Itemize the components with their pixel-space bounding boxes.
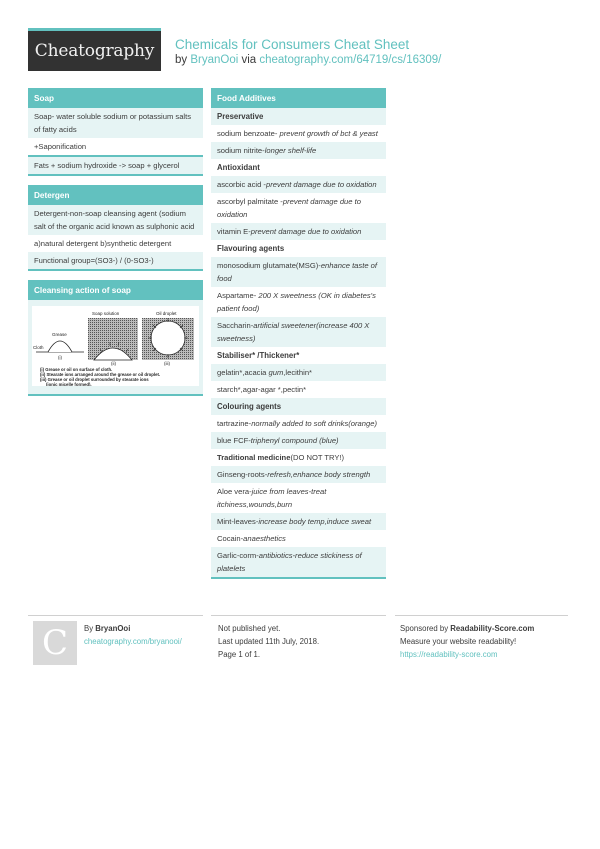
avatar[interactable] [33, 621, 77, 665]
title-block [175, 37, 441, 68]
sponsor-link[interactable]: https://readability-score.com [400, 650, 498, 659]
subheading-colouring: Colouring agents [211, 398, 386, 415]
cleansing-diagram [32, 306, 199, 386]
cleansing-diagram-container [28, 300, 203, 394]
row: ascorbic acid -prevent damage due to oxidation [211, 176, 386, 193]
label-iii: (iii) [164, 361, 170, 366]
sheet-url-link[interactable]: cheatography.com/64719/cs/16309/ [259, 54, 442, 66]
last-updated: Last updated 11th July, 2018. [218, 637, 320, 646]
row: Saccharin-artificial sweetener(increase 400 X sweetness) [211, 317, 386, 347]
label-cloth: Cloth [33, 345, 44, 350]
published-status: Not published yet. [218, 624, 281, 633]
section-title: Cleansing action of soap [28, 280, 203, 300]
row: monosodium glutamate(MSG)-enhance taste of food [211, 257, 386, 287]
section-title: Detergen [28, 185, 203, 205]
row: gelatin*,acacia gum,lecithin* [211, 364, 386, 381]
row: a)natural detergent b)synthetic detergent [34, 239, 172, 248]
section-title: Food Additives [211, 88, 386, 108]
by-prefix: by [175, 54, 191, 66]
section-soap [28, 88, 203, 176]
page-number: Page 1 of 1. [218, 650, 261, 659]
caption-3: (iii) Grease or oil droplet surrounded by stearate ions [40, 377, 149, 382]
row: +Saponification [34, 142, 87, 151]
footer-divider [28, 615, 203, 616]
label-soap-solution: Soap solution [92, 311, 120, 316]
row: Garlic-corm-antibiotics-reduce stickiness of platelets [211, 547, 386, 577]
row: ascorbyl palmitate -prevent damage due to oxidation [217, 197, 361, 219]
section-detergen [28, 185, 203, 271]
author-profile-link[interactable]: cheatography.com/bryanooi/ [84, 637, 182, 646]
row: sodium nitrite-longer shelf-life [211, 142, 386, 159]
row: Soap- water soluble sodium or potassium salts of fatty acids [28, 108, 203, 138]
author-link[interactable]: BryanOoi [190, 54, 239, 66]
byline [175, 53, 441, 68]
row: blue FCF-triphenyl compound (blue) [211, 432, 386, 449]
avatar-letter: C [41, 623, 68, 663]
footer-divider [211, 615, 386, 616]
label-i: (i) [58, 355, 62, 360]
row: Cocain-anaesthetics [217, 534, 286, 543]
row: Aspartame- 200 X sweetness (OK in diabetes's patient food) [217, 291, 376, 313]
caption-2: (ii) Stearate ions arranged around the grease or oil droplet. [40, 372, 161, 377]
sponsor-tagline: Measure your website readability! [400, 637, 517, 646]
row: vitamin E-prevent damage due to oxidation [211, 223, 386, 240]
row: Mint-leaves-increase body temp,induce sweat [211, 513, 386, 530]
sponsor-name: Readability-Score.com [450, 624, 535, 633]
row: sodium benzoate- prevent growth of bct & yeast [217, 129, 378, 138]
row: Fats + sodium hydroxide -> soap + glycerol [28, 155, 203, 174]
logo-text: Cheatography [34, 41, 155, 61]
footer-status [218, 622, 319, 661]
column-2 [211, 88, 386, 588]
caption-4: (ionic micelle formed). [46, 382, 92, 386]
row: Detergent-non-soap cleansing agent (sodium salt of the organic acid known as sulphonic acid [28, 205, 203, 235]
subheading-antioxidant: Antioxidant [217, 163, 260, 172]
caption-1: (i) Grease or oil on surface of cloth. [40, 367, 113, 372]
row: tartrazine-normally added to soft drinks(orange) [217, 419, 377, 428]
label-ii: (ii) [111, 361, 116, 366]
footer-divider [395, 615, 568, 616]
column-1 [28, 88, 203, 405]
cheatography-logo[interactable] [28, 28, 161, 71]
row: Aloe vera-juice from leaves-treat itchiness,wounds,burn [217, 487, 327, 509]
subheading-stabiliser: Stabiliser* /Thickener* [217, 351, 300, 360]
subheading-traditional: Traditional medicine(DO NOT TRY!) [217, 453, 345, 462]
row: Functional group=(SO3-) / (0-SO3-) [28, 252, 203, 269]
footer-sponsor: Sponsored by Readability-Score.com Measure your website readability! https://readability-score.com [400, 624, 535, 659]
page-title[interactable]: Chemicals for Consumers Cheat Sheet [175, 37, 410, 52]
via-text: via [238, 54, 260, 66]
author-name: BryanOoi [95, 624, 131, 633]
footer-author: By BryanOoi cheatography.com/bryanooi/ [84, 624, 182, 646]
row: Ginseng-roots-refresh,enhance body strength [211, 466, 386, 483]
section-cleansing-action [28, 280, 203, 396]
section-food-additives [211, 88, 386, 579]
label-grease: Grease [52, 332, 67, 337]
row: starch*,agar-agar *,pectin* [217, 385, 307, 394]
label-oil-droplet: Oil droplet [156, 311, 177, 316]
section-title: Soap [28, 88, 203, 108]
subheading-flavouring: Flavouring agents [217, 244, 285, 253]
subheading-preservative: Preservative [211, 108, 386, 125]
